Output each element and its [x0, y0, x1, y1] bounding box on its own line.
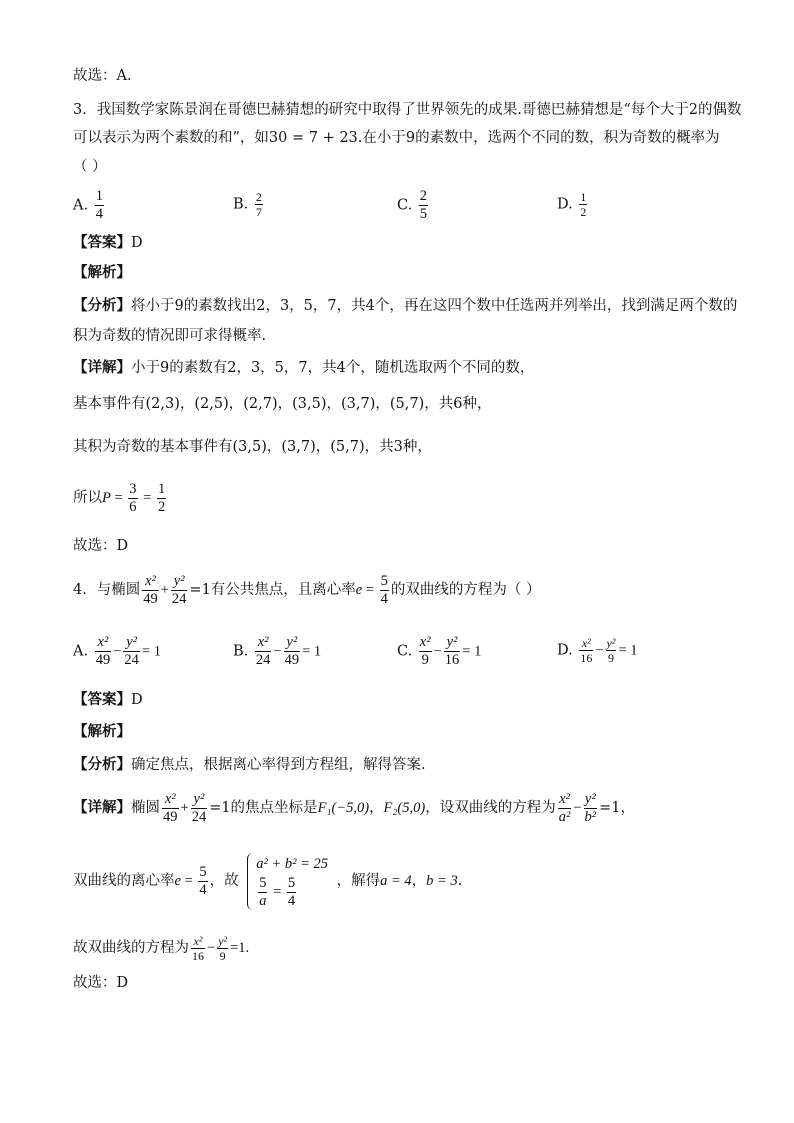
q3-choose: 故选：D: [73, 538, 129, 554]
q4-xiangjie-line2: 双曲线的离心率e = $\frac{5}{4}$ ，故 a² + b² = 25 $\frac{5}{a}$ = $\frac{5}{4}$ ，解得a = 4，b = 3.: [73, 848, 462, 914]
q4-final-equation: 故双曲线的方程为 $\frac{\text{x²}}{16}$ − $\frac{\text{y²}}{9}$ =1.: [73, 933, 250, 963]
q4-stem: 4．与椭圆 $\frac{\text{x²}}{49}$ + $\frac{\text{y²}}{24}$ =1有公共焦点，且离心率e = $\frac{5}{4}$ 的双曲线的方程为（ ）: [73, 572, 541, 607]
q4-equation-system: a² + b² = 25 $\frac{5}{a}$ = $\frac{5}{4}$: [247, 853, 328, 910]
q3-option-d-fraction: $\frac{1}{2}$: [580, 190, 587, 219]
q3-option-a-fraction: $\frac{1}{4}$: [95, 188, 103, 222]
q3-stem-line2: 可以表示为两个素数的和”，如30 = 7 + 23.在小于9的素数中，选两个不同的数，积为奇数的概率为: [73, 130, 720, 146]
q3-option-d: D. $\frac{1}{2}$: [557, 190, 587, 219]
q3-odd-line: 其积为奇数的基本事件有(3,5)，(3,7)，(5,7)，共3种，: [73, 439, 432, 455]
q3-events-line: 基本事件有(2,3)，(2,5)，(2,7)，(3,5)，(3,7)，(5,7)，共6种，: [73, 396, 492, 412]
q4-option-a: A. $\frac{\text{x²}}{49}$ − $\frac{\text{y²}}{24}$ = 1: [73, 634, 161, 668]
q3-option-c: C. $\frac{2}{5}$: [397, 188, 428, 222]
q2-conclusion: 故选：A.: [73, 68, 132, 84]
q4-xiangjie-line1: 【详解】椭圆 $\frac{\text{x²}}{49}$ + $\frac{\text{y²}}{24}$ =1的焦点坐标是F₁(−5,0)，F₂(5,0)，设双曲线的方程为 $\frac{\text{x²}}{\text{a²}}$ − $\frac{\text{y²}}{\text{b²}}$ =1，: [73, 790, 635, 825]
q3-option-c-fraction: $\frac{2}{5}$: [419, 188, 428, 222]
q3-stem-line1: 3．我国数学家陈景润在哥德巴赫猜想的研究中取得了世界领先的成果.哥德巴赫猜想是“每个大于2的偶数: [73, 102, 742, 118]
q3-option-b-fraction: $\frac{2}{7}$: [255, 190, 262, 219]
q4-option-b: B. $\frac{\text{x²}}{24}$ − $\frac{\text{y²}}{49}$ = 1: [233, 634, 322, 668]
q4-fenxi: 【分析】确定焦点，根据离心率得到方程组，解得答案.: [73, 756, 426, 773]
q4-choose: 故选：D: [73, 975, 129, 991]
q3-xiangjie-line1: 【详解】小于9的素数有2，3，5，7，共4个，随机选取两个不同的数，: [73, 359, 535, 376]
q4-option-d: D. $\frac{\text{x²}}{16}$ − $\frac{\text{y²}}{9}$ = 1: [557, 636, 638, 665]
q3-option-a: A. $\frac{1}{4}$: [73, 188, 103, 222]
q3-fenxi-line2: 积为奇数的情况即可求得概率.: [73, 328, 267, 344]
q3-analysis-tag: 【解析】: [73, 264, 131, 281]
q3-answer: 【答案】D: [73, 234, 143, 251]
q3-stem-line3: （ ）: [73, 159, 107, 175]
q4-answer: 【答案】D: [73, 691, 143, 708]
q3-fenxi-line1: 【分析】将小于9的素数找出2，3，5，7，共4个，再在这四个数中任选两并列举出，找到满足两个数的: [73, 297, 738, 314]
q4-option-c: C. $\frac{\text{x²}}{9}$ − $\frac{\text{y²}}{16}$ = 1: [397, 634, 482, 668]
q3-option-b: B. $\frac{2}{7}$: [233, 190, 262, 219]
q3-probability: 所以P = $\frac{3}{6}$ = $\frac{1}{2}$: [73, 480, 166, 515]
q4-analysis-tag: 【解析】: [73, 723, 131, 740]
